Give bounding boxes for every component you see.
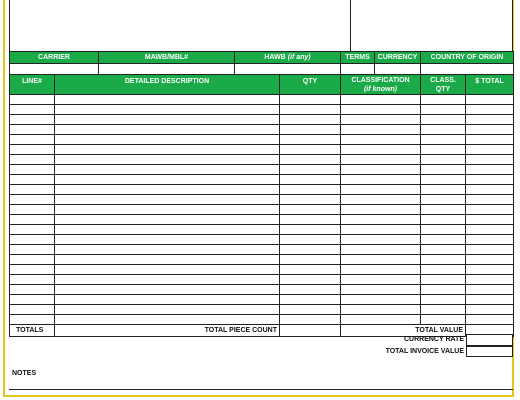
qty-cell[interactable] — [280, 315, 341, 325]
description-cell[interactable] — [55, 235, 280, 245]
table-row — [10, 155, 514, 165]
line-number-cell[interactable] — [10, 155, 55, 165]
total-cell[interactable] — [466, 295, 514, 305]
classification-cell[interactable] — [341, 155, 421, 165]
line-number-cell[interactable] — [10, 175, 55, 185]
currency-field[interactable] — [375, 64, 421, 75]
table-row — [10, 125, 514, 135]
top-info-area — [9, 0, 513, 51]
description-cell[interactable] — [55, 215, 280, 225]
class-qty-cell[interactable] — [421, 275, 466, 285]
classification-cell[interactable] — [341, 265, 421, 275]
class-qty-cell[interactable] — [421, 295, 466, 305]
line-number-cell[interactable] — [10, 205, 55, 215]
total-cell[interactable] — [466, 175, 514, 185]
shipping-info-table — [9, 51, 514, 75]
total-invoice-value-label: TOTAL INVOICE VALUE — [385, 348, 464, 355]
country-of-origin-field[interactable] — [421, 64, 514, 75]
table-row — [10, 115, 514, 125]
classification-cell[interactable] — [341, 255, 421, 265]
description-cell[interactable] — [55, 245, 280, 255]
table-row — [10, 95, 514, 105]
line-number-cell[interactable] — [10, 95, 55, 105]
qty-cell[interactable] — [280, 165, 341, 175]
description-cell[interactable] — [55, 255, 280, 265]
total-cell[interactable] — [466, 105, 514, 115]
total-cell[interactable] — [466, 215, 514, 225]
description-header: DETAILED DESCRIPTION — [55, 75, 280, 95]
classification-cell[interactable] — [341, 165, 421, 175]
qty-cell[interactable] — [280, 205, 341, 215]
hawb-header — [235, 52, 341, 64]
total-cell[interactable] — [466, 195, 514, 205]
mawb-header: MAWB/MBL# — [99, 52, 235, 64]
total-cell[interactable] — [466, 285, 514, 295]
total-cell[interactable] — [466, 275, 514, 285]
total-cell[interactable] — [466, 125, 514, 135]
class-qty-cell[interactable] — [421, 125, 466, 135]
line-number-cell[interactable] — [10, 165, 55, 175]
line-number-header: LINE# — [10, 75, 55, 95]
line-number-cell[interactable] — [10, 195, 55, 205]
total-cell[interactable] — [466, 185, 514, 195]
line-number-cell[interactable] — [10, 105, 55, 115]
classification-cell[interactable] — [341, 145, 421, 155]
country-of-origin-header: COUNTRY OF ORIGIN — [421, 52, 514, 64]
line-number-cell[interactable] — [10, 185, 55, 195]
class-qty-cell[interactable] — [421, 315, 466, 325]
total-cell[interactable] — [466, 225, 514, 235]
classification-cell[interactable] — [341, 195, 421, 205]
qty-cell[interactable] — [280, 295, 341, 305]
description-cell[interactable] — [55, 105, 280, 115]
description-cell[interactable] — [55, 115, 280, 125]
table-row — [10, 135, 514, 145]
terms-field[interactable] — [341, 64, 375, 75]
class-qty-label-1: CLASS. — [430, 76, 456, 84]
top-divider — [350, 0, 351, 51]
qty-cell[interactable] — [280, 255, 341, 265]
qty-cell[interactable] — [280, 175, 341, 185]
classification-cell[interactable] — [341, 135, 421, 145]
classification-cell[interactable] — [341, 185, 421, 195]
classification-cell[interactable] — [341, 205, 421, 215]
line-number-cell[interactable] — [10, 135, 55, 145]
table-row — [10, 255, 514, 265]
qty-cell[interactable] — [280, 105, 341, 115]
table-row — [10, 175, 514, 185]
qty-cell[interactable] — [280, 285, 341, 295]
qty-cell[interactable] — [280, 185, 341, 195]
total-invoice-value-field[interactable] — [466, 346, 513, 357]
class-qty-header — [421, 75, 466, 95]
total-piece-count-label: TOTAL PIECE COUNT — [55, 325, 280, 337]
description-cell[interactable] — [55, 165, 280, 175]
total-cell[interactable] — [466, 265, 514, 275]
class-qty-cell[interactable] — [421, 195, 466, 205]
currency-header: CURRENCY — [375, 52, 421, 64]
classification-cell[interactable] — [341, 175, 421, 185]
table-row — [10, 185, 514, 195]
classification-label: CLASSIFICATION — [351, 76, 410, 84]
total-piece-count-field[interactable] — [280, 325, 341, 337]
class-qty-cell[interactable] — [421, 235, 466, 245]
classification-note: (if known) — [363, 85, 398, 93]
description-cell[interactable] — [55, 135, 280, 145]
total-cell[interactable] — [466, 305, 514, 315]
line-number-cell[interactable] — [10, 125, 55, 135]
class-qty-cell[interactable] — [421, 175, 466, 185]
description-cell[interactable] — [55, 155, 280, 165]
class-qty-cell[interactable] — [421, 205, 466, 215]
class-qty-cell[interactable] — [421, 185, 466, 195]
line-number-cell[interactable] — [10, 295, 55, 305]
qty-cell[interactable] — [280, 225, 341, 235]
total-header: $ TOTAL — [466, 75, 514, 95]
total-cell[interactable] — [466, 255, 514, 265]
line-number-cell[interactable] — [10, 225, 55, 235]
total-cell[interactable] — [466, 165, 514, 175]
currency-rate-label: CURRENCY RATE — [403, 336, 464, 343]
qty-cell[interactable] — [280, 95, 341, 105]
table-row — [10, 295, 514, 305]
table-row — [10, 165, 514, 175]
description-cell[interactable] — [55, 295, 280, 305]
total-cell[interactable] — [466, 155, 514, 165]
carrier-field[interactable] — [10, 64, 99, 75]
total-cell[interactable] — [466, 235, 514, 245]
totals-label: TOTALS — [10, 325, 55, 337]
class-qty-cell[interactable] — [421, 95, 466, 105]
total-value-label: TOTAL VALUE — [341, 325, 466, 337]
hawb-field[interactable] — [235, 64, 341, 75]
class-qty-cell[interactable] — [421, 305, 466, 315]
qty-cell[interactable] — [280, 115, 341, 125]
total-cell[interactable] — [466, 145, 514, 155]
classification-cell[interactable] — [341, 295, 421, 305]
total-cell[interactable] — [466, 245, 514, 255]
classification-cell[interactable] — [341, 235, 421, 245]
table-row — [10, 315, 514, 325]
table-row — [10, 245, 514, 255]
table-row — [10, 235, 514, 245]
class-qty-cell[interactable] — [421, 225, 466, 235]
line-number-cell[interactable] — [10, 115, 55, 125]
description-cell[interactable] — [55, 175, 280, 185]
classification-cell[interactable] — [341, 285, 421, 295]
description-cell[interactable] — [55, 125, 280, 135]
hawb-label: HAWB — [264, 54, 286, 61]
classification-cell[interactable] — [341, 275, 421, 285]
classification-cell[interactable] — [341, 245, 421, 255]
line-number-cell[interactable] — [10, 285, 55, 295]
line-number-cell[interactable] — [10, 255, 55, 265]
line-number-cell[interactable] — [10, 245, 55, 255]
description-cell[interactable] — [55, 285, 280, 295]
hawb-note: (if any) — [287, 54, 311, 61]
description-cell[interactable] — [55, 145, 280, 155]
qty-cell[interactable] — [280, 235, 341, 245]
table-row — [10, 285, 514, 295]
qty-cell[interactable] — [280, 125, 341, 135]
qty-cell[interactable] — [280, 155, 341, 165]
qty-cell[interactable] — [280, 245, 341, 255]
line-number-cell[interactable] — [10, 265, 55, 275]
currency-rate-field[interactable] — [466, 334, 513, 346]
total-cell[interactable] — [466, 115, 514, 125]
qty-cell[interactable] — [280, 195, 341, 205]
description-cell[interactable] — [55, 265, 280, 275]
classification-cell[interactable] — [341, 225, 421, 235]
notes-label: NOTES — [12, 370, 37, 377]
description-cell[interactable] — [55, 185, 280, 195]
terms-header: TERMS — [341, 52, 375, 64]
total-cell[interactable] — [466, 315, 514, 325]
class-qty-cell[interactable] — [421, 165, 466, 175]
classification-header — [341, 75, 421, 95]
line-number-cell[interactable] — [10, 315, 55, 325]
table-row — [10, 195, 514, 205]
qty-cell[interactable] — [280, 215, 341, 225]
table-row — [10, 105, 514, 115]
table-row — [10, 145, 514, 155]
table-row — [10, 265, 514, 275]
classification-cell[interactable] — [341, 315, 421, 325]
notes-line — [9, 389, 513, 390]
classification-cell[interactable] — [341, 95, 421, 105]
table-row — [10, 305, 514, 315]
description-cell[interactable] — [55, 275, 280, 285]
qty-cell[interactable] — [280, 305, 341, 315]
class-qty-cell[interactable] — [421, 105, 466, 115]
class-qty-cell[interactable] — [421, 145, 466, 155]
class-qty-cell[interactable] — [421, 115, 466, 125]
total-cell[interactable] — [466, 205, 514, 215]
classification-cell[interactable] — [341, 115, 421, 125]
line-number-cell[interactable] — [10, 305, 55, 315]
table-row — [10, 215, 514, 225]
classification-cell[interactable] — [341, 125, 421, 135]
qty-cell[interactable] — [280, 135, 341, 145]
description-cell[interactable] — [55, 225, 280, 235]
mawb-field[interactable] — [99, 64, 235, 75]
line-number-cell[interactable] — [10, 215, 55, 225]
table-row — [10, 275, 514, 285]
table-row — [10, 225, 514, 235]
total-cell[interactable] — [466, 135, 514, 145]
total-cell[interactable] — [466, 95, 514, 105]
qty-cell[interactable] — [280, 265, 341, 275]
line-number-cell[interactable] — [10, 145, 55, 155]
classification-cell[interactable] — [341, 215, 421, 225]
class-qty-cell[interactable] — [421, 265, 466, 275]
description-cell[interactable] — [55, 205, 280, 215]
table-row — [10, 205, 514, 215]
class-qty-cell[interactable] — [421, 155, 466, 165]
description-cell[interactable] — [55, 305, 280, 315]
class-qty-cell[interactable] — [421, 245, 466, 255]
class-qty-cell[interactable] — [421, 255, 466, 265]
line-items-table — [9, 74, 514, 337]
classification-cell[interactable] — [341, 305, 421, 315]
qty-cell[interactable] — [280, 145, 341, 155]
description-cell[interactable] — [55, 95, 280, 105]
carrier-header: CARRIER — [10, 52, 99, 64]
class-qty-cell[interactable] — [421, 285, 466, 295]
class-qty-label-2: QTY — [435, 85, 451, 93]
line-number-cell[interactable] — [10, 275, 55, 285]
class-qty-cell[interactable] — [421, 135, 466, 145]
qty-header: QTY — [280, 75, 341, 95]
description-cell[interactable] — [55, 195, 280, 205]
description-cell[interactable] — [55, 315, 280, 325]
qty-cell[interactable] — [280, 275, 341, 285]
classification-cell[interactable] — [341, 105, 421, 115]
line-number-cell[interactable] — [10, 235, 55, 245]
class-qty-cell[interactable] — [421, 215, 466, 225]
